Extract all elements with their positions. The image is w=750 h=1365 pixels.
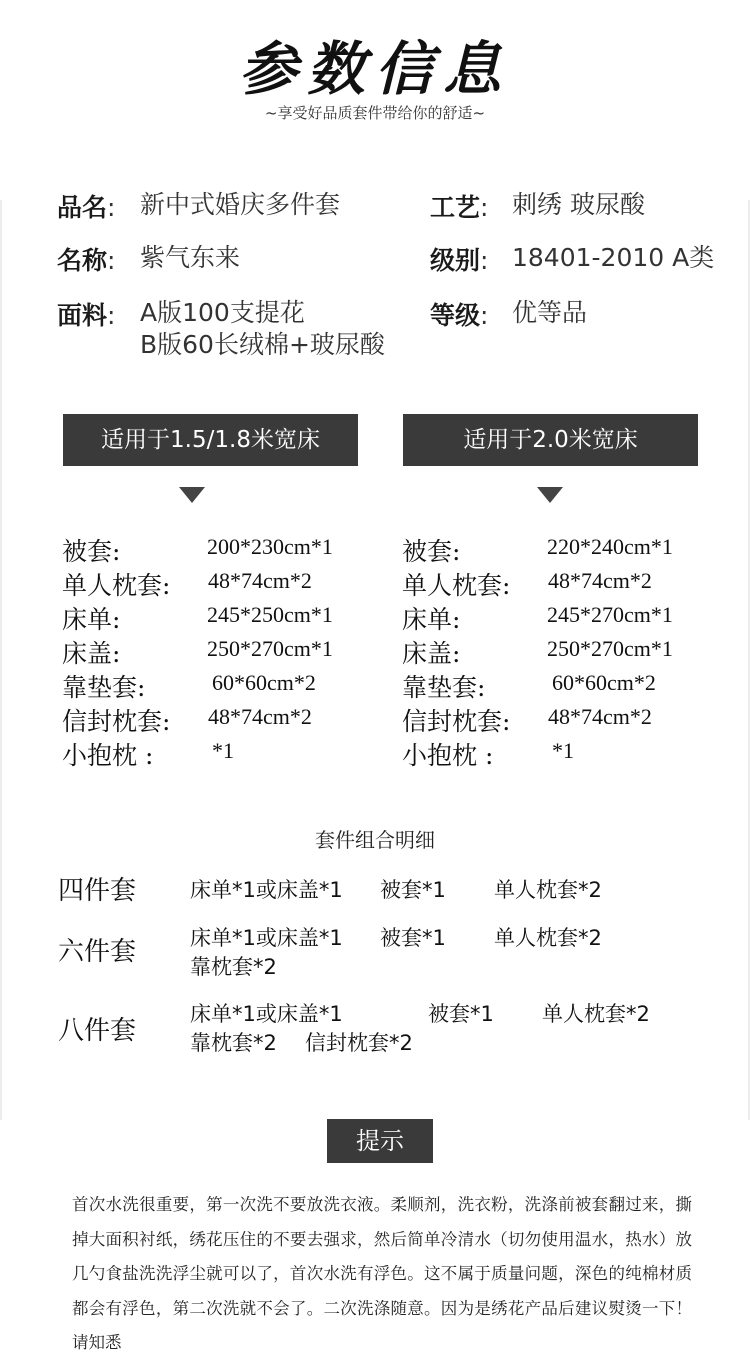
size-row (62, 736, 372, 770)
size-label: 单人枕套: (62, 571, 171, 600)
combo-item: 靠枕套*2 (190, 955, 277, 979)
size-row (62, 702, 372, 736)
combo-item: 被套*1 (380, 878, 446, 902)
size-label: 床盖: (62, 639, 121, 668)
size-value: 48*74cm*2 (548, 568, 652, 593)
size-value: *1 (552, 738, 574, 763)
param-colon: : (480, 246, 489, 275)
down-triangle-icon (179, 487, 205, 503)
size-label: 床单: (402, 605, 461, 634)
combo-item: 单人枕套*2 (494, 878, 602, 902)
size-label: 被套: (62, 537, 121, 566)
size-row (62, 566, 372, 600)
combo-item: 床单*1或床盖*1 (190, 1002, 343, 1026)
size-value: 245*250cm*1 (207, 602, 333, 627)
size-value: 200*230cm*1 (207, 534, 333, 559)
size-row (62, 600, 372, 634)
size-row (62, 532, 372, 566)
param-colon: : (107, 246, 116, 275)
param-colon: : (107, 301, 116, 330)
param-fabric (57, 296, 115, 332)
size-value: 48*74cm*2 (548, 704, 652, 729)
param-value: 18401-2010 A类 (512, 243, 715, 272)
size-row (62, 634, 372, 668)
param-label: 等级 (430, 301, 481, 330)
size-row (402, 702, 712, 736)
size-row (402, 668, 712, 702)
size-value: 48*74cm*2 (208, 704, 312, 729)
size-row (402, 736, 712, 770)
size-label: 小抱枕 : (62, 741, 154, 770)
size-value: 60*60cm*2 (212, 670, 316, 695)
param-name (57, 188, 115, 224)
size-row (402, 566, 712, 600)
param-craft (430, 188, 488, 224)
size-list-left (62, 532, 372, 772)
param-value: 刺绣 玻尿酸 (512, 190, 645, 219)
size-label: 靠垫套: (402, 673, 486, 702)
param-value: A版100支提花 (140, 298, 305, 327)
size-row (62, 668, 372, 702)
param-value: 新中式婚庆多件套 (140, 190, 341, 219)
down-triangle-icon (537, 487, 563, 503)
param-label: 面料 (57, 301, 108, 330)
left-divider (0, 200, 2, 1120)
param-value: 紫气东来 (140, 243, 241, 272)
size-label: 单人枕套: (402, 571, 511, 600)
size-heading-left: 适用于1.5/1.8米宽床 (63, 414, 358, 466)
size-label: 小抱枕 : (402, 741, 494, 770)
param-colon: : (480, 193, 489, 222)
size-label: 被套: (402, 537, 461, 566)
combo-name: 八件套 (58, 1016, 137, 1046)
size-value: 48*74cm*2 (208, 568, 312, 593)
param-colon: : (107, 193, 116, 222)
combo-item: 床单*1或床盖*1 (190, 926, 343, 950)
size-label: 信封枕套: (62, 707, 171, 736)
page-title: 参数信息 (238, 35, 511, 103)
size-value: 245*270cm*1 (547, 602, 673, 627)
size-label: 床盖: (402, 639, 461, 668)
param-label: 级别 (430, 246, 481, 275)
param-label: 品名 (57, 193, 108, 222)
combo-item: 被套*1 (380, 926, 446, 950)
combo-name: 六件套 (58, 937, 137, 967)
combo-name: 四件套 (58, 876, 137, 906)
size-value: 250*270cm*1 (547, 636, 673, 661)
param-value: B版60长绒棉+玻尿酸 (140, 330, 385, 359)
size-value: *1 (212, 738, 234, 763)
param-grade-std (430, 241, 488, 277)
combo-item: 靠枕套*2 (190, 1031, 277, 1055)
size-row (402, 532, 712, 566)
size-list-right (402, 532, 712, 772)
size-value: 250*270cm*1 (207, 636, 333, 661)
size-label: 信封枕套: (402, 707, 511, 736)
combo-item: 床单*1或床盖*1 (190, 878, 343, 902)
tips-text: 首次水洗很重要，第一次洗不要放洗衣液。柔顺剂，洗衣粉，洗涤前被套翻过来，撕掉大面积衬纸，绣花压住的不要去强求，然后简单冷清水（切勿使用温水，热水）放几勺食盐洗洗浮尘就可以了，首次水洗有浮色。这不属于质量问题，深色的纯棉材质都会有浮色，第二次洗就不会了。二次洗涤随意。因为是绣花产品后建议熨烫一下！请知悉 (72, 1195, 692, 1352)
size-heading-right: 适用于2.0米宽床 (403, 414, 698, 466)
size-label: 床单: (62, 605, 121, 634)
size-value: 60*60cm*2 (552, 670, 656, 695)
size-value: 220*240cm*1 (547, 534, 673, 559)
combo-title: 套件组合明细 (315, 828, 435, 852)
size-label: 靠垫套: (62, 673, 146, 702)
param-colon: : (480, 301, 489, 330)
size-row (402, 600, 712, 634)
size-row (402, 634, 712, 668)
param-title (57, 241, 115, 277)
combo-item: 单人枕套*2 (542, 1002, 650, 1026)
param-label: 名称 (57, 246, 108, 275)
param-label: 工艺 (430, 193, 481, 222)
param-value: 优等品 (512, 298, 588, 327)
combo-item: 信封枕套*2 (305, 1031, 413, 1055)
tips-heading: 提示 (327, 1119, 433, 1163)
page-subtitle: ~享受好品质套件带给你的舒适~ (264, 104, 486, 122)
param-quality (430, 296, 488, 332)
combo-item: 被套*1 (428, 1002, 494, 1026)
combo-item: 单人枕套*2 (494, 926, 602, 950)
